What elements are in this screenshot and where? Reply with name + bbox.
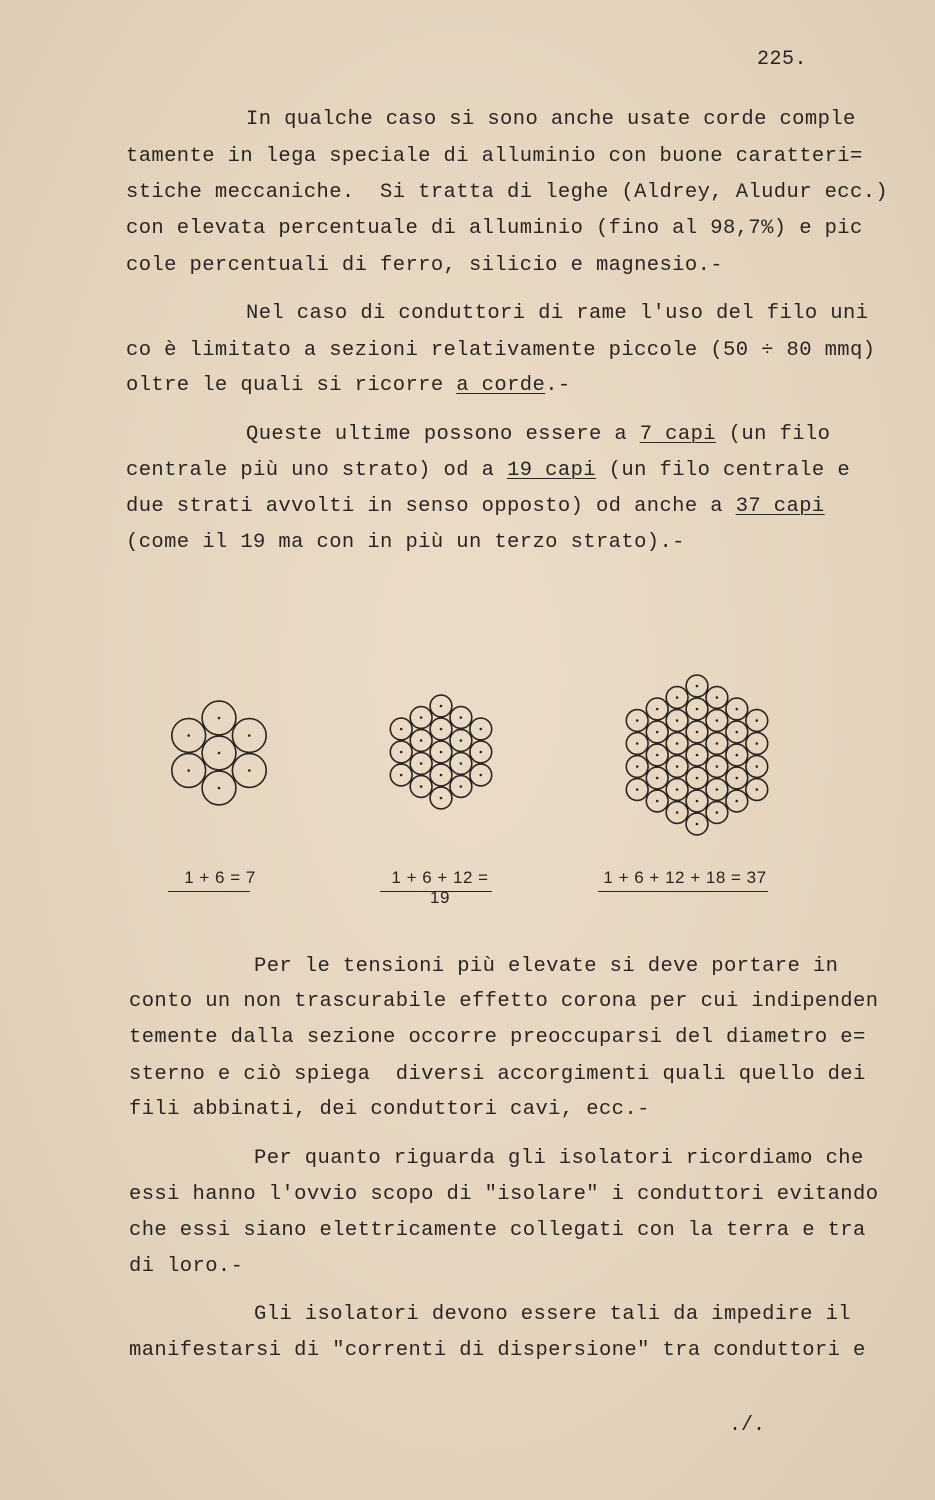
wire-center-dot [480,751,483,754]
underlined-term: 19 capi [507,459,596,482]
text-line: con elevata percentuale di alluminio (fino al 98,7%) e pic [126,217,863,240]
wire-center-dot [736,800,739,803]
wire-center-dot [248,734,251,737]
text-line: (come il 19 ma con in più un terzo strato).- [126,531,685,554]
wire-center-dot [218,787,221,790]
wire-center-dot [400,728,403,731]
text-line: sterno e ciò spiega diversi accorgimenti quali quello dei [129,1063,866,1086]
wire-center-dot [480,774,483,777]
text-line: che essi siano elettricamente collegati con la terra e tra [129,1219,866,1242]
wire-center-dot [676,696,679,699]
wire-center-dot [636,742,639,745]
wire-center-dot [696,754,699,757]
wire-center-dot [676,719,679,722]
wire-center-dot [460,716,463,719]
wire-center-dot [676,742,679,745]
wire-center-dot [440,705,443,708]
wire-center-dot [420,785,423,788]
wire-center-dot [248,769,251,772]
wire-center-dot [696,685,699,688]
wire-center-dot [756,788,759,791]
text-line: essi hanno l'ovvio scopo di "isolare" i conduttori evitando [129,1183,879,1206]
wire-center-dot [756,742,759,745]
wire-center-dot [440,797,443,800]
text-line: Per le tensioni più elevate si deve portare in [254,955,839,978]
text-line: Queste ultime possono essere a 7 capi (un filo [246,423,831,446]
text-line: In qualche caso si sono anche usate corde comple [246,108,856,131]
underlined-term: 7 capi [639,423,716,446]
text-line: co è limitato a sezioni relativamente piccole (50 ÷ 80 mmq) [126,339,876,362]
wire-center-dot [636,788,639,791]
wire-center-dot [218,752,221,755]
figure-rule [598,891,768,892]
text-line: Nel caso di conduttori di rame l'uso del filo uni [246,302,869,325]
wire-center-dot [480,728,483,731]
text-line: fili abbinati, dei conduttori cavi, ecc.- [129,1098,650,1121]
wire-center-dot [736,754,739,757]
wire-center-dot [736,708,739,711]
page-number: 225. [757,48,808,71]
wire-center-dot [716,696,719,699]
text-line: di loro.- [129,1255,244,1278]
wire-center-dot [460,762,463,765]
wire-center-dot [696,777,699,780]
wire-center-dot [187,769,190,772]
wire-center-dot [440,751,443,754]
wire-center-dot [656,777,659,780]
text-line: tamente in lega speciale di alluminio con buone caratteri= [126,145,863,168]
text-line: temente dalla sezione occorre preoccuparsi del diametro e= [129,1026,866,1049]
wire-center-dot [460,785,463,788]
cross-section-19-wires [390,695,491,809]
wire-center-dot [656,800,659,803]
wire-center-dot [400,774,403,777]
wire-center-dot [656,754,659,757]
text-line: due strati avvolti in senso opposto) od anche a 37 capi [126,495,825,518]
wire-center-dot [756,719,759,722]
wire-center-dot [420,716,423,719]
wire-center-dot [696,800,699,803]
figure-label-7: 1 + 6 = 7 [184,868,256,887]
figure-rule [380,891,492,892]
wire-center-dot [420,762,423,765]
text-line: Gli isolatori devono essere tali da impedire il [254,1303,851,1326]
text-line: oltre le quali si ricorre a corde.- [126,374,571,397]
wire-center-dot [460,739,463,742]
text-line: cole percentuali di ferro, silicio e magnesio.- [126,254,723,277]
wire-center-dot [636,765,639,768]
wire-center-dot [716,742,719,745]
underlined-term: a corde [456,374,546,397]
text-line: centrale più uno strato) od a 19 capi (un filo centrale e [126,459,851,482]
wire-center-dot [636,719,639,722]
wire-center-dot [440,774,443,777]
wire-center-dot [656,708,659,711]
wire-center-dot [736,731,739,734]
wire-center-dot [656,731,659,734]
text-line: manifestarsi di "correnti di dispersione" tra conduttori e [129,1339,866,1362]
cross-section-7-wires [172,701,266,805]
wire-center-dot [716,719,719,722]
text-line: conto un non trascurabile effetto corona per cui indipenden [129,990,879,1013]
wire-center-dot [696,823,699,826]
wire-center-dot [676,788,679,791]
wire-center-dot [420,739,423,742]
wire-center-dot [676,811,679,814]
wire-center-dot [716,765,719,768]
wire-center-dot [400,751,403,754]
continuation-mark: ./. [729,1414,766,1437]
wire-center-dot [756,765,759,768]
wire-center-dot [716,788,719,791]
underlined-term: 37 capi [735,495,825,518]
wire-center-dot [736,777,739,780]
wire-center-dot [696,731,699,734]
wire-center-dot [187,734,190,737]
figure-label-19: 1 + 6 + 12 = 19 [391,868,489,907]
wire-center-dot [218,717,221,720]
cross-section-37-wires [626,675,767,835]
wire-center-dot [696,708,699,711]
wire-center-dot [676,765,679,768]
figure-rule [168,891,250,892]
figure-label-37: 1 + 6 + 12 + 18 = 37 [603,868,767,887]
text-line: stiche meccaniche. Si tratta di leghe (Aldrey, Aludur ecc.) [126,181,889,204]
wire-center-dot [716,811,719,814]
text-line: Per quanto riguarda gli isolatori ricordiamo che [254,1147,864,1170]
wire-center-dot [440,728,443,731]
